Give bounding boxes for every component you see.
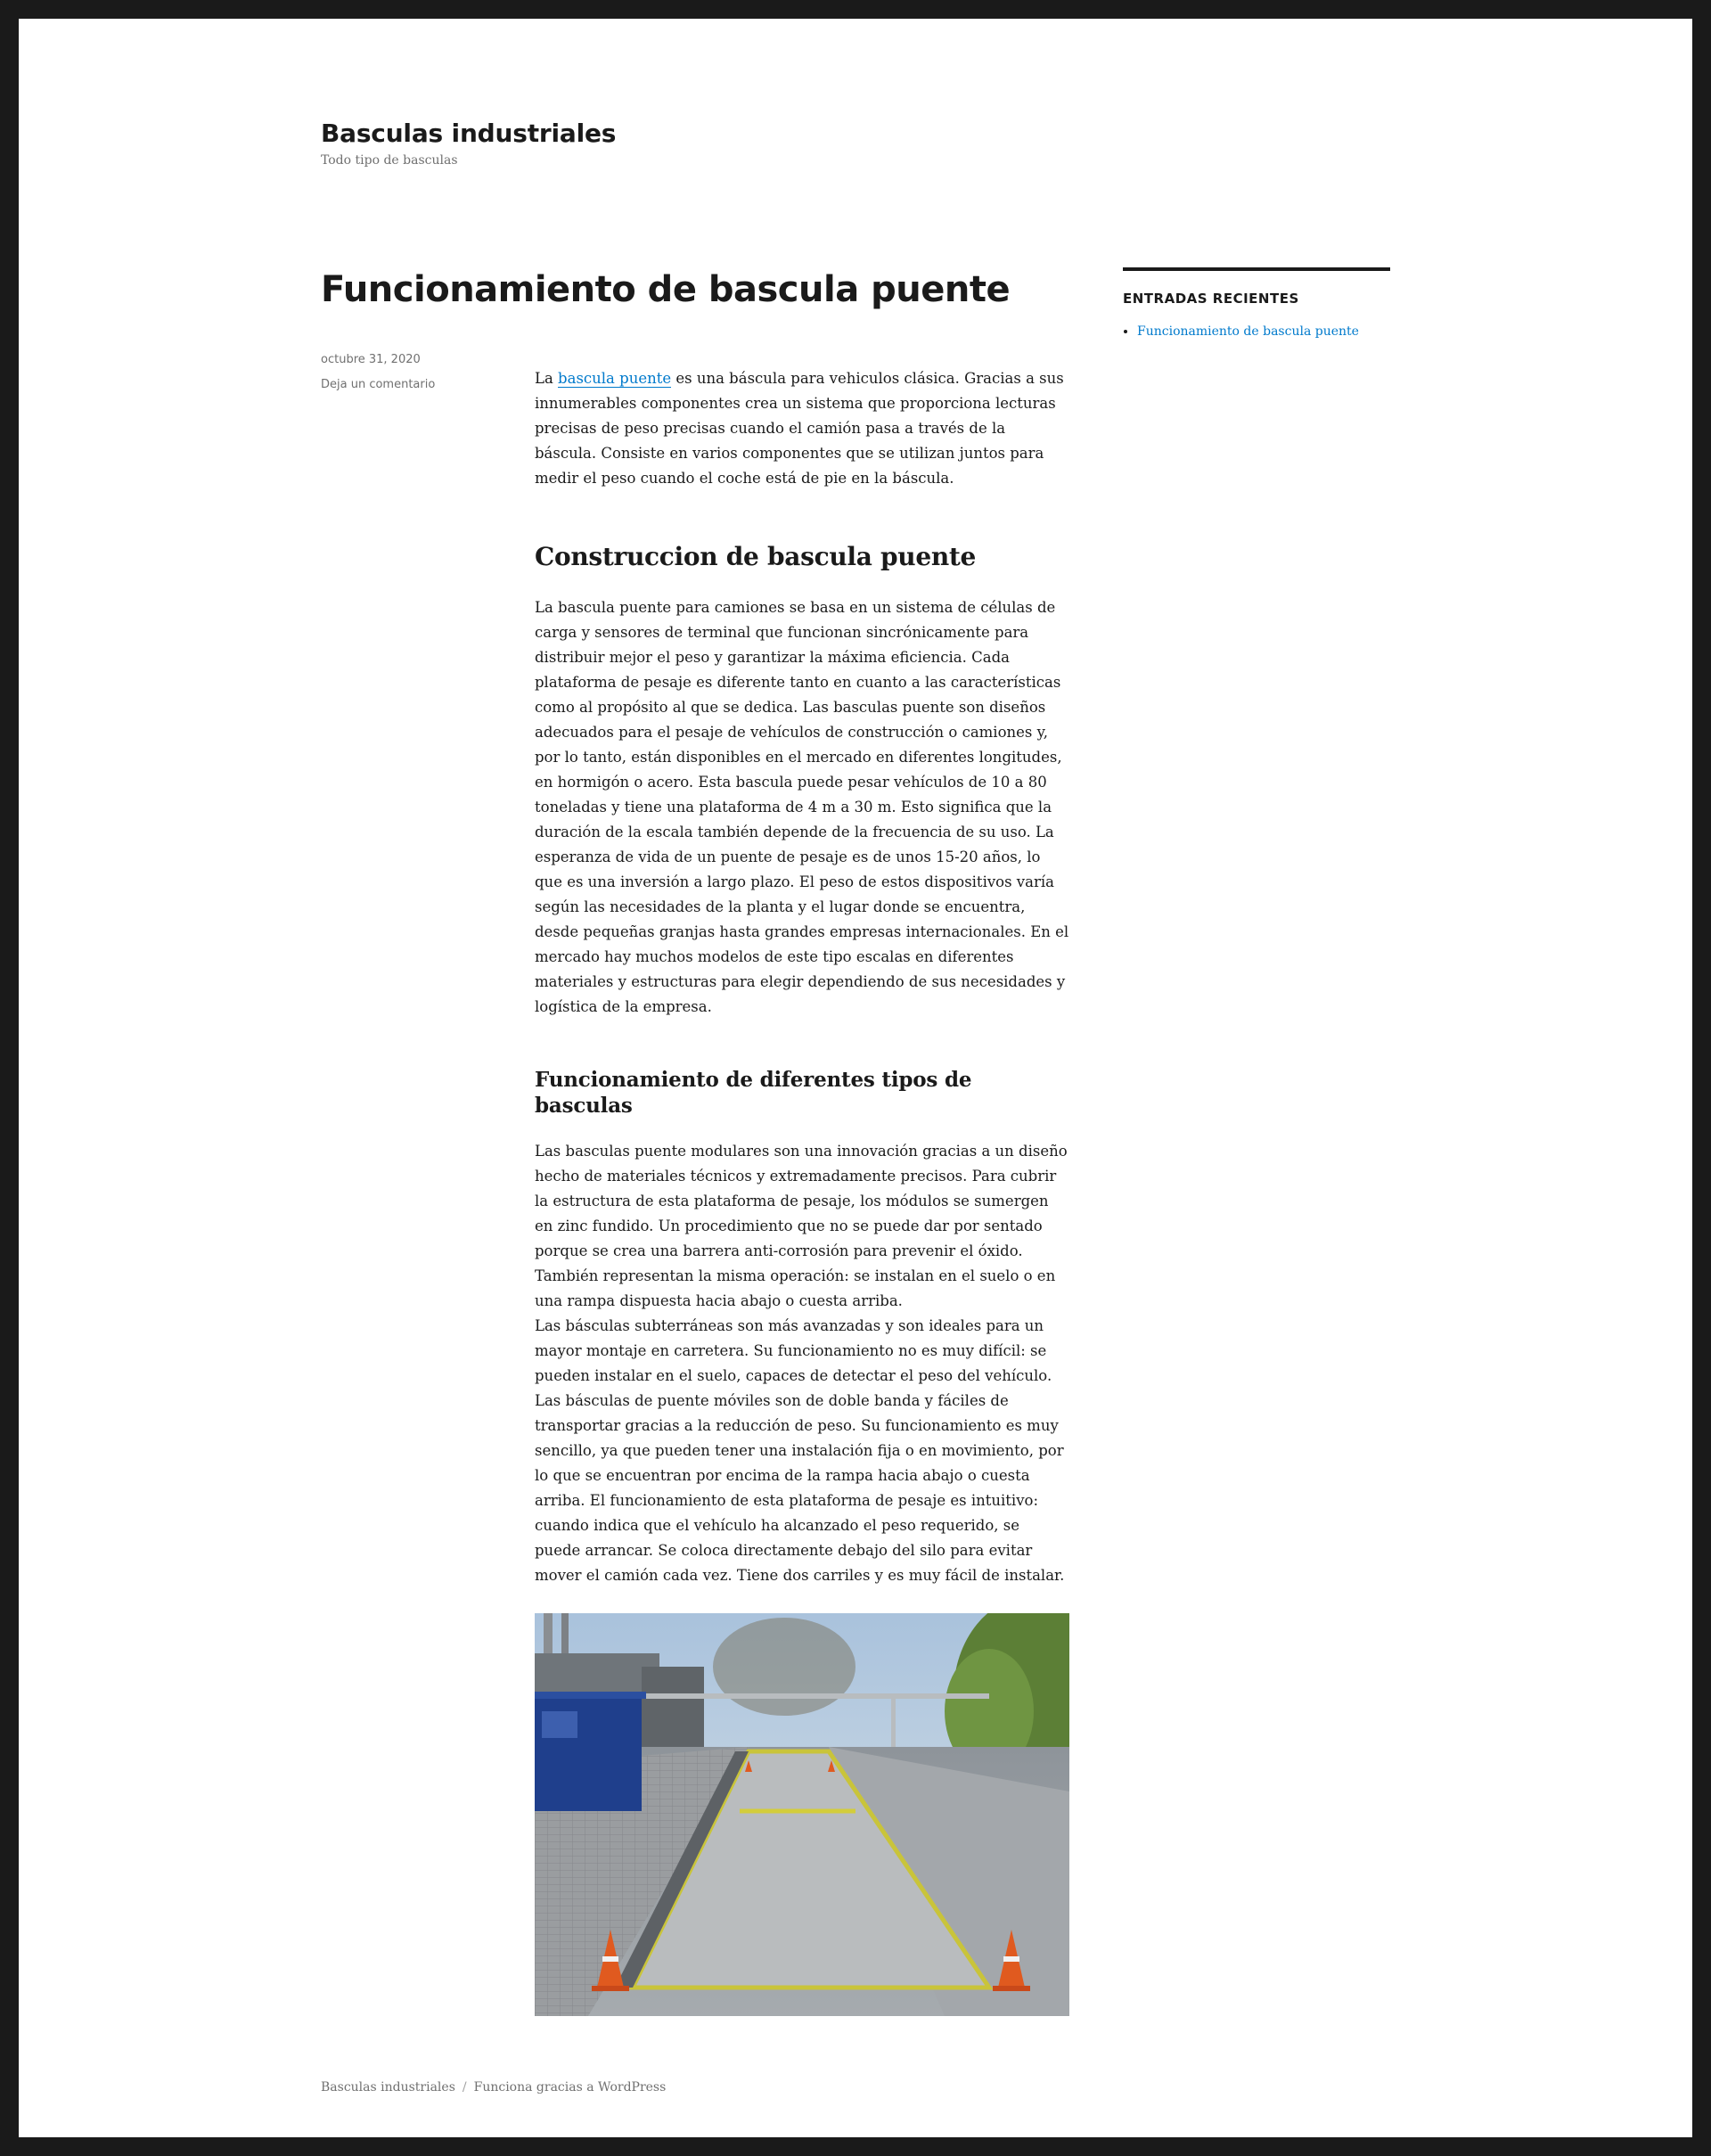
site-title[interactable]: Basculas industriales bbox=[321, 119, 617, 148]
post-date[interactable]: octubre 31, 2020 bbox=[321, 353, 421, 366]
section-heading-funcionamiento: Funcionamiento de diferentes tipos de basculas bbox=[535, 1068, 972, 1118]
list-item bbox=[1137, 324, 1390, 339]
post-title: Funcionamiento de bascula puente bbox=[321, 269, 1011, 310]
page-frame bbox=[19, 19, 1692, 2137]
recent-posts-widget bbox=[1123, 267, 1390, 339]
moviles-paragraph: Las básculas de puente móviles son de doble banda y fáciles de transportar gracias a la reducción de peso. Su funcionamiento es muy sencillo, ya que pueden tener una instalación fija o en movimiento, por lo que se encuentran por encima de la rampa hacia abajo o cuesta arriba. El funcionamiento de esta plataforma de pesaje es intuitivo: cuando indica que el vehículo ha alcanzado el peso requerido, se puede arrancar. Se coloca directamente debajo del silo para evitar mover el camión cada vez. Tiene dos carriles y es muy fácil de instalar. bbox=[535, 1391, 1065, 1584]
site-footer bbox=[321, 2080, 666, 2095]
subterraneas-paragraph: Las básculas subterráneas son más avanzadas y son ideales para un mayor montaje en carretera. Su funcionamiento no es muy difícil: se pueden instalar en el suelo, capaces de detectar el peso del vehículo. bbox=[535, 1316, 1052, 1384]
recent-post-link[interactable]: Funcionamiento de bascula puente bbox=[1137, 324, 1359, 339]
construccion-paragraph: La bascula puente para camiones se basa en un sistema de células de carga y sensores de terminal que funcionan sincrónicamente para distribuir mejor el peso y garantizar la máxima eficiencia. Cada plataforma de pesaje es diferente tanto en cuanto a las características como al propósito al que se dedica. Las basculas puente son diseños adecuados para el pesaje de vehículos de construcción o camiones y, por lo tanto, están disponibles en el mercado en diferentes longitudes, en hormigón o acero. Esta bascula puede pesar vehículos de 10 a 80 toneladas y tiene una plataforma de 4 m a 30 m. Esto significa que la duración de la escala también depende de la frecuencia de su uso. La esperanza de vida de un puente de pesaje es de unos 15-20 años, lo que es una inversión a largo plazo. El peso de estos dispositivos varía según las necesidades de la planta y el lugar donde se encuentra, desde pequeñas granjas hasta grandes empresas internacionales. En el mercado hay muchos modelos de este tipo escalas en diferentes materiales y estructuras para elegir dependiendo de sus necesidades y logística de la empresa. bbox=[535, 599, 1069, 1015]
intro-paragraph bbox=[535, 366, 1069, 491]
bascula-puente-link[interactable]: bascula puente bbox=[558, 370, 672, 387]
weighbridge-photo bbox=[535, 1613, 1069, 2016]
intro-text-end: es una báscula para vehiculos clásica. Gracias a sus innumerables componentes crea un sistema que proporciona lecturas precisas de peso precisas cuando el camión pasa a través de la báscula. Consiste en varios componentes que se utilizan juntos para medir el peso cuando el coche está de pie en la báscula. bbox=[535, 370, 1064, 487]
site-description: Todo tipo de basculas bbox=[321, 153, 458, 168]
wordpress-link[interactable]: Funciona gracias a WordPress bbox=[473, 2080, 667, 2095]
recent-posts-list bbox=[1123, 324, 1390, 339]
footer-site-link[interactable]: Basculas industriales bbox=[321, 2080, 455, 2095]
post-content bbox=[535, 366, 1069, 2016]
section-heading-construccion: Construccion de bascula puente bbox=[535, 542, 977, 571]
comment-link[interactable]: Deja un comentario bbox=[321, 378, 436, 391]
footer-separator: / bbox=[462, 2080, 467, 2095]
modulares-paragraph: Las basculas puente modulares son una innovación gracias a un diseño hecho de materiales técnicos y extremadamente precisos. Para cubrir la estructura de esta plataforma de pesaje, los módulos se sumergen en zinc fundido. Un procedimiento que no se puede dar por sentado porque se crea una barrera anti-corrosión para prevenir el óxido. También representan la misma operación: se instalan en el suelo o en una rampa dispuesta hacia abajo o cuesta arriba. bbox=[535, 1142, 1068, 1309]
intro-text-start: La bbox=[535, 370, 559, 387]
widget-title: ENTRADAS RECIENTES bbox=[1123, 291, 1299, 307]
